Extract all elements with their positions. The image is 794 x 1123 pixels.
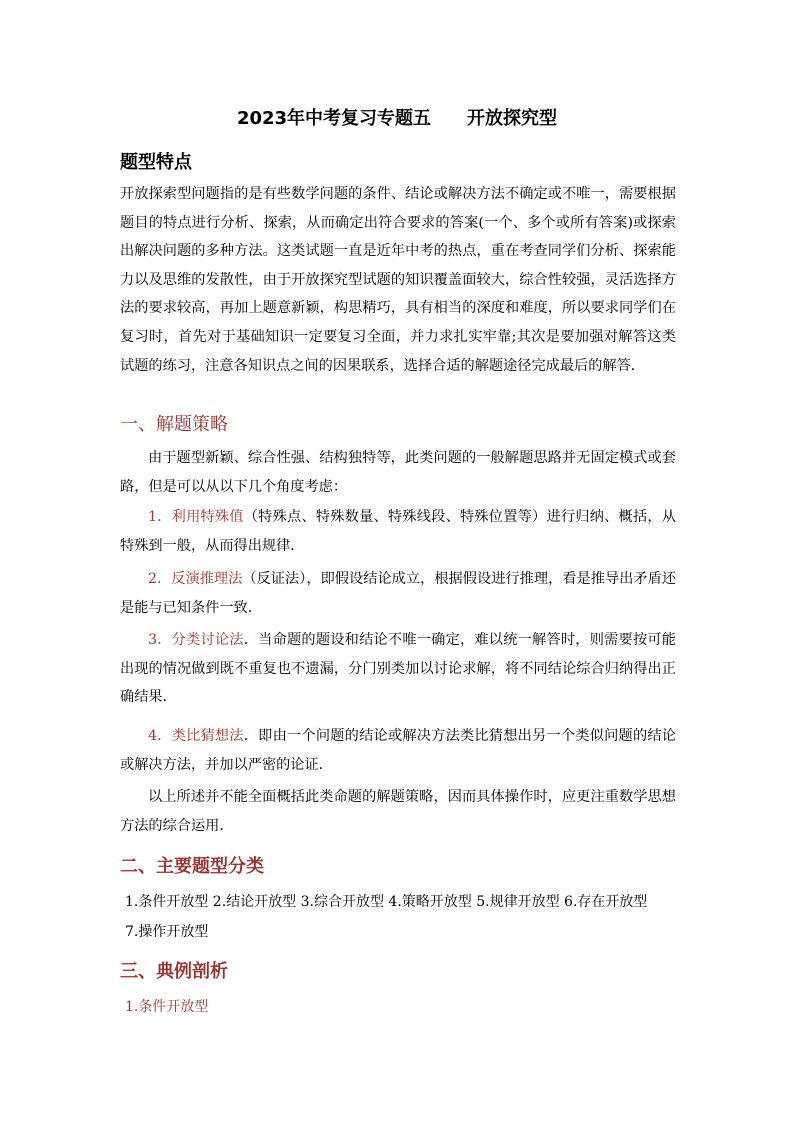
document-title: 2023年中考复习专题五 开放探究型 [236, 108, 558, 129]
strategy-item-4-label: 4．类比猜想法 [148, 728, 244, 744]
examples-heading: 三、典例剖析 [120, 961, 228, 982]
strategy-item-4-text: ．即由一个问题的结论或解决方法类比猜想出另一个类似问题的结论或解决方法，并加以严密的论证． [120, 728, 676, 773]
strategy-item-2-label: 2．反演推理法 [148, 571, 243, 587]
strategy-item-1 [120, 503, 676, 560]
features-heading: 题型特点 [120, 152, 192, 173]
strategy-item-4 [120, 722, 676, 779]
strategy-closing: 以上所述并不能全面概括此类命题的解题策略，因而具体操作时，应更注重数学思想方法的综合运用． [120, 789, 676, 834]
strategy-item-1-label: 1．利用特殊值 [148, 509, 244, 525]
strategy-heading: 一、解题策略 [120, 414, 228, 435]
strategy-item-2 [120, 565, 676, 622]
strategy-item-2-text: （反证法），即假设结论成立，根据假设进行推理，看是推导出矛盾还是能与已知条件一致． [120, 571, 677, 616]
categories-heading: 二、主要题型分类 [120, 856, 264, 877]
features-paragraph: 开放探索型问题指的是有些数学问题的条件、结论或解决方法不确定或不唯一，需要根据题目的特点进行分析、探索，从而确定出符合要求的答案(一个、多个或所有答案)或探索出解决问题的多种方法。这类试题一直是近年中考的热点，重在考查同学们分析、探索能力以及思维的发散性，由于开放探究型试题的知识覆盖面较大，综合性较强，灵活选择方法的要求较高，再加上题意新颖，构思精巧，具有相当的深度和难度，所以要求同学们在复习时，首先对于基础知识一定要复习全面，并力求扎实牢靠;其次是要加强对解答这类试题的练习，注意各知识点之间的因果联系，选择合适的解题途径完成最后的解答． [120, 186, 676, 374]
examples-subheading: 1.条件开放型 [125, 999, 209, 1015]
categories-line-1: 1.条件开放型 2.结论开放型 3.综合开放型 4.策略开放型 5.规律开放型 6.存在开放型 [125, 894, 648, 910]
strategy-item-1-text: （特殊点、特殊数量、特殊线段、特殊位置等）进行归纳、概括，从特殊到一般，从而得出规律． [120, 509, 676, 554]
strategy-item-3 [120, 626, 676, 712]
strategy-intro: 由于题型新颖、综合性强、结构独特等，此类问题的一般解题思路并无固定模式或套路，但是可以从以下几个角度考虑： [120, 450, 676, 495]
strategy-item-3-label: 3．分类讨论法 [148, 632, 244, 648]
categories-line-2: 7.操作开放型 [125, 924, 209, 940]
strategy-item-3-text: ．当命题的题设和结论不唯一确定，难以统一解答时，则需要按可能出现的情况做到既不重复也不遗漏，分门别类加以讨论求解，将不同结论综合归纳得出正确结果． [120, 632, 676, 706]
